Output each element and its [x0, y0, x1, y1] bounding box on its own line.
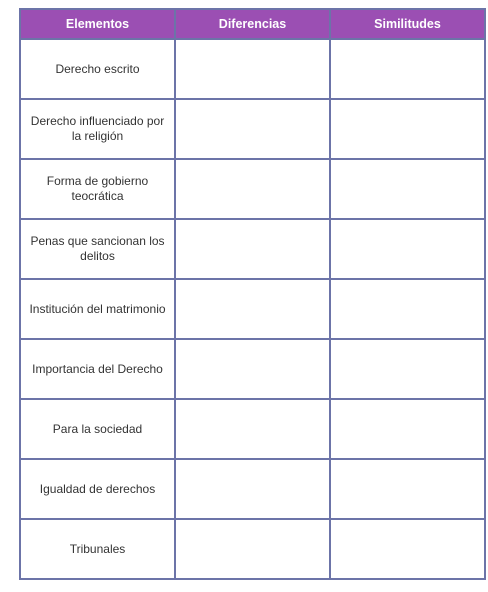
header-elementos: Elementos	[20, 9, 175, 39]
similarities-cell[interactable]	[330, 219, 485, 279]
comparison-table	[19, 8, 486, 580]
table-row	[20, 339, 485, 399]
element-cell: Penas que sancionan los delitos	[20, 219, 175, 279]
differences-cell[interactable]	[175, 459, 330, 519]
table-header-row	[20, 9, 485, 39]
differences-cell[interactable]	[175, 339, 330, 399]
differences-cell[interactable]	[175, 519, 330, 579]
table-row	[20, 519, 485, 579]
differences-cell[interactable]	[175, 39, 330, 99]
header-similitudes: Similitudes	[330, 9, 485, 39]
similarities-cell[interactable]	[330, 159, 485, 219]
table-row	[20, 159, 485, 219]
similarities-cell[interactable]	[330, 339, 485, 399]
element-cell: Derecho influenciado por la religión	[20, 99, 175, 159]
element-cell: Forma de gobierno teocrática	[20, 159, 175, 219]
table-row	[20, 279, 485, 339]
differences-cell[interactable]	[175, 159, 330, 219]
header-diferencias: Diferencias	[175, 9, 330, 39]
table-row	[20, 399, 485, 459]
element-cell: Institución del matrimonio	[20, 279, 175, 339]
table-row	[20, 39, 485, 99]
element-cell: Derecho escrito	[20, 39, 175, 99]
similarities-cell[interactable]	[330, 399, 485, 459]
similarities-cell[interactable]	[330, 519, 485, 579]
differences-cell[interactable]	[175, 279, 330, 339]
table-row	[20, 99, 485, 159]
table-row	[20, 219, 485, 279]
differences-cell[interactable]	[175, 219, 330, 279]
similarities-cell[interactable]	[330, 459, 485, 519]
element-cell: Importancia del Derecho	[20, 339, 175, 399]
similarities-cell[interactable]	[330, 99, 485, 159]
differences-cell[interactable]	[175, 399, 330, 459]
element-cell: Para la sociedad	[20, 399, 175, 459]
similarities-cell[interactable]	[330, 279, 485, 339]
element-cell: Tribunales	[20, 519, 175, 579]
table-row	[20, 459, 485, 519]
element-cell: Igualdad de derechos	[20, 459, 175, 519]
differences-cell[interactable]	[175, 99, 330, 159]
similarities-cell[interactable]	[330, 39, 485, 99]
